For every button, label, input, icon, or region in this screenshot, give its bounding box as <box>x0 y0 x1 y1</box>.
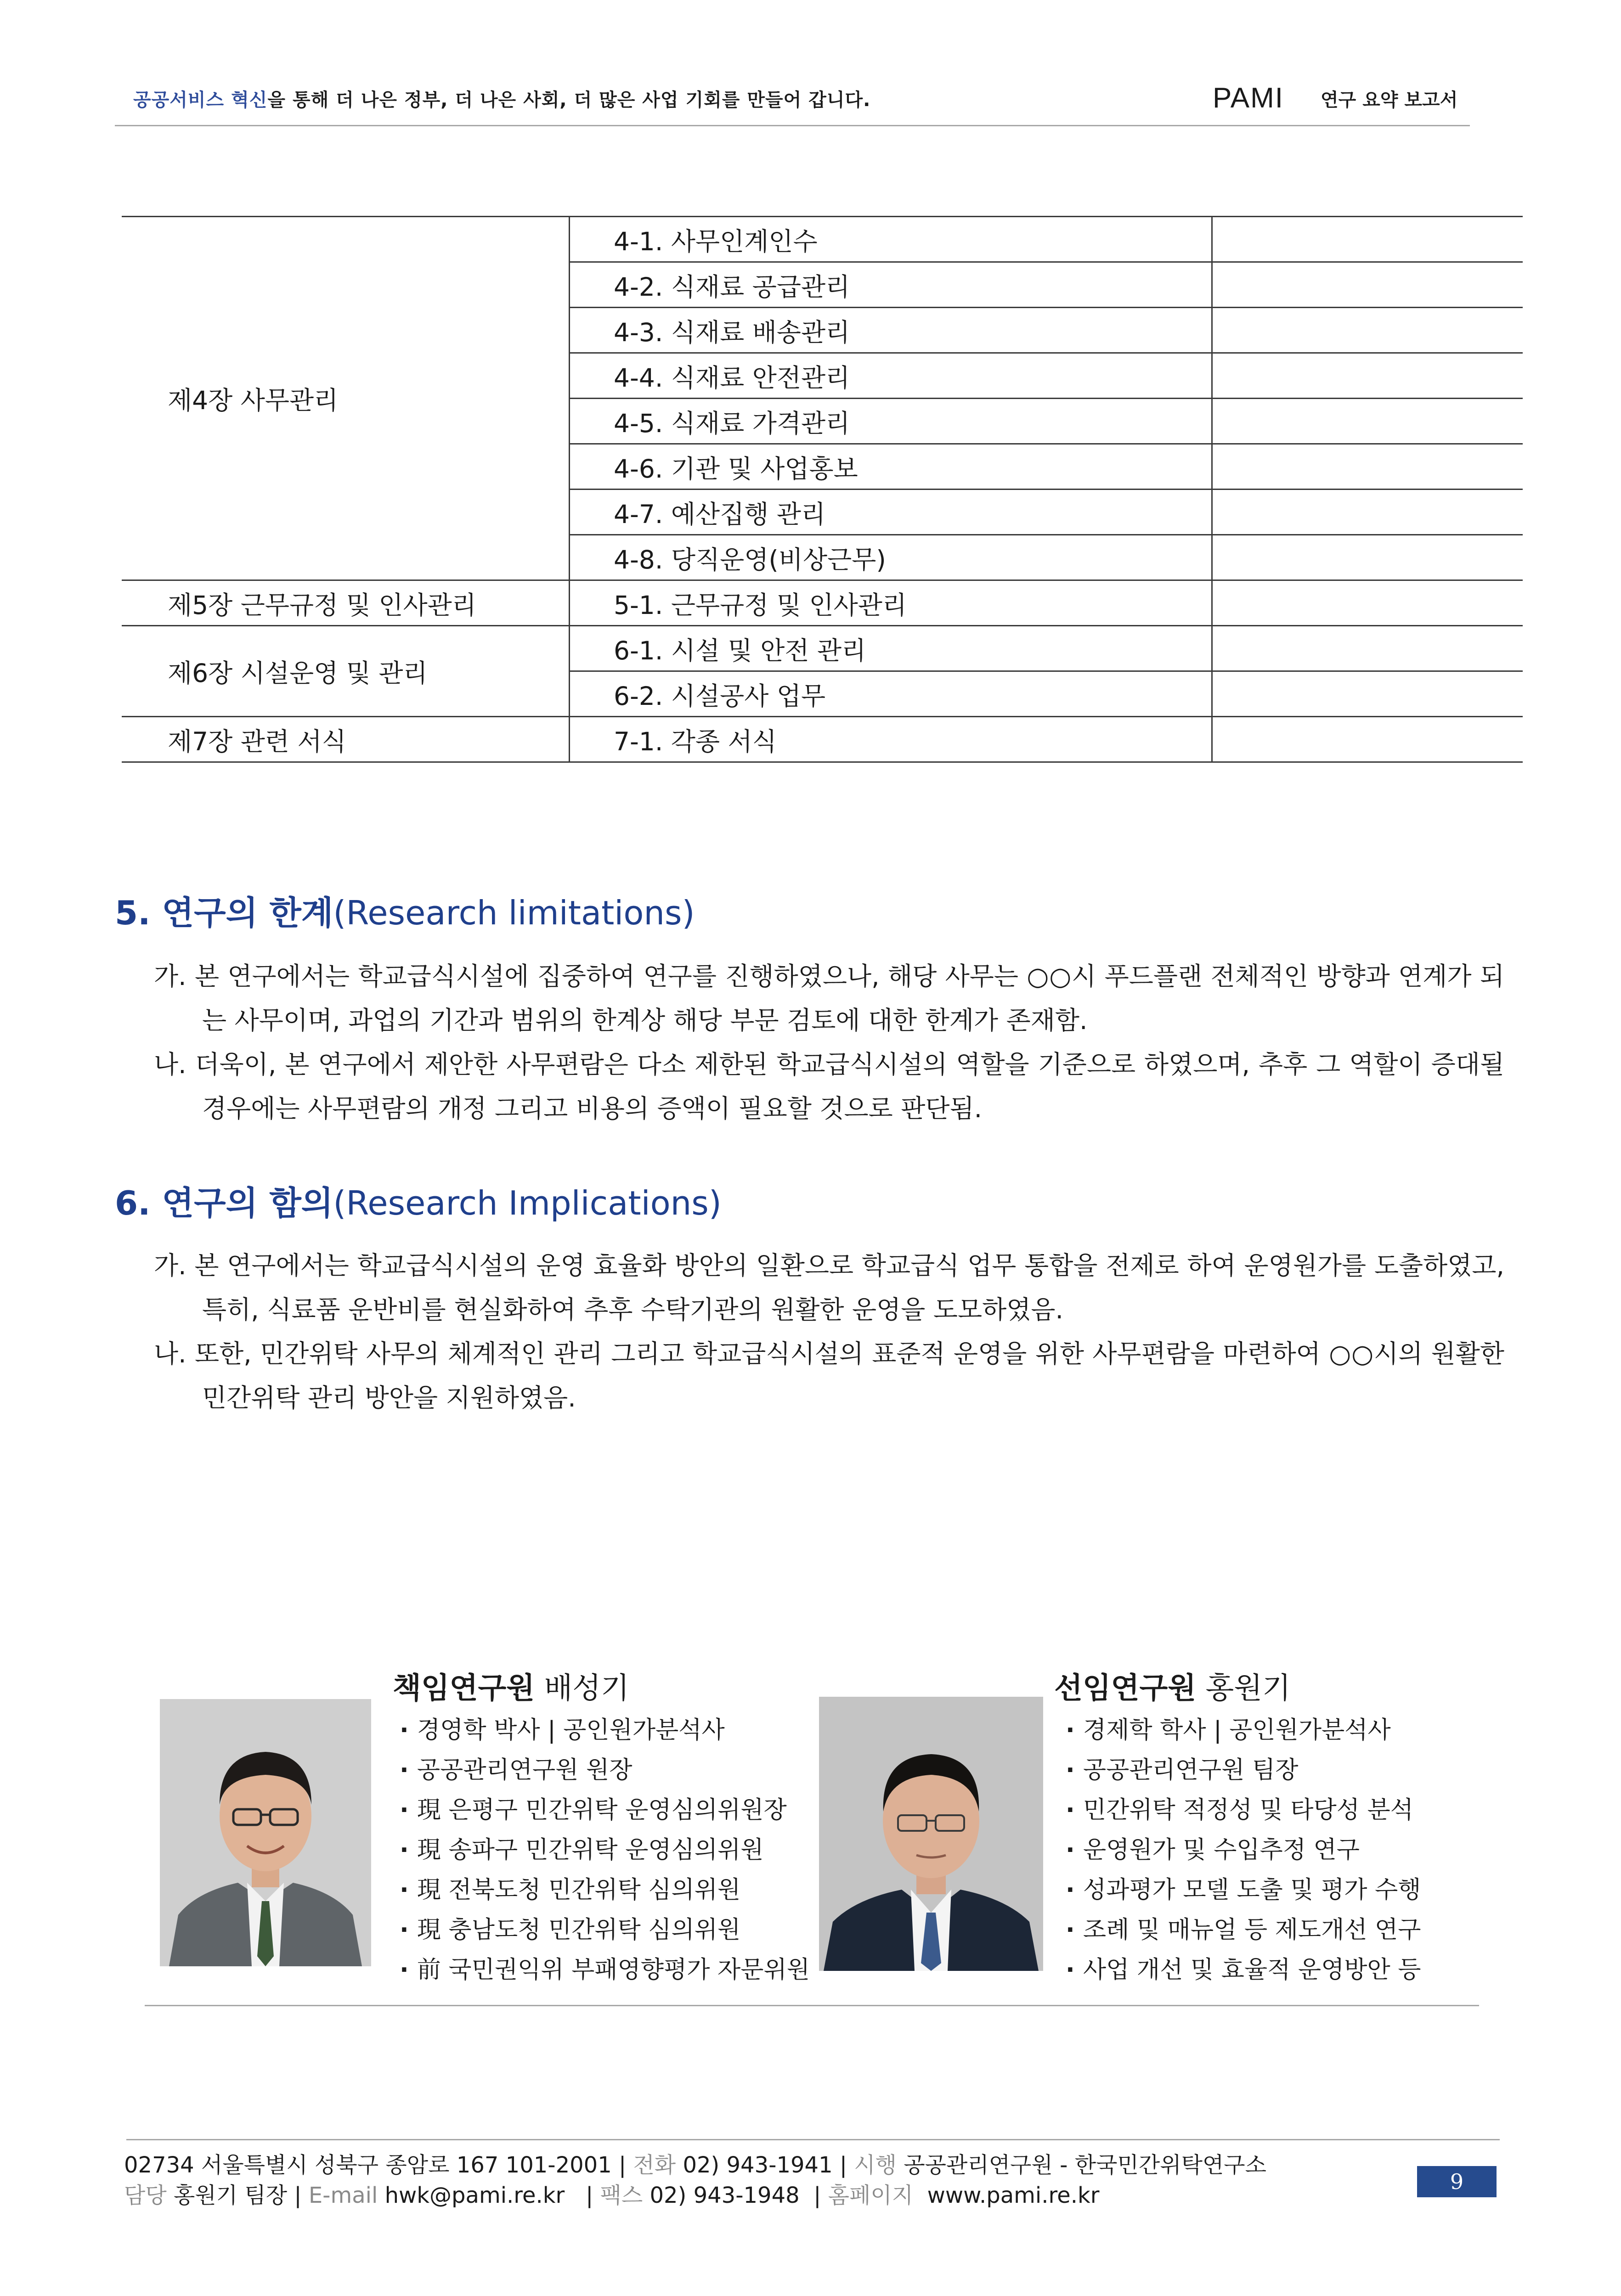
section-cell: 4-3. 식재료 배송관리 <box>570 308 1212 353</box>
chapter-cell: 제7장 관련 서식 <box>122 717 570 762</box>
section-cell: 4-7. 예산집행 관리 <box>570 490 1212 535</box>
empty-cell <box>1212 353 1523 399</box>
credential-item: · 공공관리연구원 팀장 <box>1066 1750 1421 1790</box>
section5-number: 5. 연구의 한계 <box>115 894 333 932</box>
header-tagline-rest: 을 통해 더 나은 정부, 더 나은 사회, 더 많은 사업 기회를 만들어 갑니다. <box>267 90 871 111</box>
section-cell: 5-1. 근무규정 및 인사관리 <box>570 580 1212 626</box>
header-tagline <box>133 85 870 112</box>
section-cell: 6-1. 시설 및 안전 관리 <box>570 626 1212 671</box>
section-cell: 4-2. 식재료 공급관리 <box>570 262 1212 308</box>
credential-item: · 現 은평구 민간위탁 운영심의위원장 <box>400 1790 810 1830</box>
researcher-2-credentials <box>1066 1711 1421 1990</box>
empty-cell <box>1212 535 1523 580</box>
credential-item: · 경영학 박사 | 공인원가분석사 <box>400 1711 810 1750</box>
footer-web[interactable]: www.pami.re.kr <box>927 2183 1100 2208</box>
footer-line-2: 담당 홍원기 팀장 | E-mail hwk@pami.re.kr | 팩스 02) 943-1948 | 홈페이지 www.pami.re.kr <box>124 2183 1100 2208</box>
researcher-2-name: 홍원기 <box>1205 1671 1291 1705</box>
section6-title: (Research Implications) <box>333 1184 722 1222</box>
section5-item-2: 나. 더욱이, 본 연구에서 제안한 사무편람은 다소 제한된 학교급식시설의 역할을 기준으로 하였으며, 추후 그 역할이 증대될 경우에는 사무편람의 개정 그리고 비용의 증액이 필요할 것으로 판단됨. <box>154 1050 1504 1123</box>
section6-heading <box>115 1176 722 1224</box>
researcher-1-title <box>393 1665 629 1707</box>
credential-item: · 사업 개선 및 효율적 운영방안 등 <box>1066 1950 1421 1990</box>
footer-email-label: E-mail <box>308 2183 378 2208</box>
footer-phone: 02) 943-1941 <box>683 2152 833 2178</box>
footer-web-label: 홈페이지 <box>828 2183 914 2208</box>
credential-item: · 前 국민권익위 부패영향평가 자문위원 <box>400 1950 810 1990</box>
researcher-2-photo <box>819 1697 1043 1971</box>
footer-fax: 02) 943-1948 <box>650 2183 800 2208</box>
table-row <box>122 217 1523 262</box>
section5-heading <box>115 886 695 934</box>
empty-cell <box>1212 626 1523 671</box>
credential-item: · 공공관리연구원 원장 <box>400 1750 810 1790</box>
chapter-cell: 제5장 근무규정 및 인사관리 <box>122 580 570 626</box>
contents-table <box>122 216 1523 763</box>
footer-email[interactable]: hwk@pami.re.kr <box>384 2183 565 2208</box>
footer-line-1: 02734 서울특별시 성북구 종암로 167 101-2001 | 전화 02) 943-1941 | 시행 공공관리연구원 - 한국민간위탁연구소 <box>124 2152 1267 2178</box>
empty-cell <box>1212 262 1523 308</box>
section-cell: 4-4. 식재료 안전관리 <box>570 353 1212 399</box>
section5-title: (Research limitations) <box>333 894 695 932</box>
researcher-1-name: 배성기 <box>544 1671 629 1705</box>
header-divider <box>115 125 1470 126</box>
credential-item: · 現 송파구 민간위탁 운영심의위원 <box>400 1830 810 1870</box>
section6-item-1: 가. 본 연구에서는 학교급식시설의 운영 효율화 방안의 일환으로 학교급식 업무 통합을 전제로 하여 운영원가를 도출하였고, 특히, 식료품 운반비를 현실화하여 추후 수탁기관의 원활한 운영을 도모하였음. <box>154 1251 1504 1324</box>
section-cell: 4-1. 사무인계인수 <box>570 217 1212 262</box>
header-brand: PAMI <box>1213 82 1284 114</box>
credential-item: · 조례 및 매뉴얼 등 제도개선 연구 <box>1066 1910 1421 1950</box>
footer-org-label: 시행 <box>854 2152 897 2178</box>
page-number: 9 <box>1417 2166 1497 2197</box>
section5-item-1: 가. 본 연구에서는 학교급식시설에 집중하여 연구를 진행하였으나, 해당 사무는 ○○시 푸드플랜 전체적인 방향과 연계가 되는 사무이며, 과업의 기간과 범위의 한계상 해당 부문 검토에 대한 한계가 존재함. <box>154 962 1504 1035</box>
empty-cell <box>1212 308 1523 353</box>
credential-item: · 민간위탁 적정성 및 타당성 분석 <box>1066 1790 1421 1830</box>
empty-cell <box>1212 399 1523 444</box>
chapter-cell: 제6장 시설운영 및 관리 <box>122 626 570 717</box>
chapter-cell: 제4장 사무관리 <box>122 217 570 580</box>
section-cell: 6-2. 시설공사 업무 <box>570 671 1212 717</box>
footer-phone-label: 전화 <box>633 2152 676 2178</box>
researcher-1-credentials <box>400 1711 810 1990</box>
section6-number: 6. 연구의 함의 <box>115 1184 333 1222</box>
empty-cell <box>1212 444 1523 490</box>
empty-cell <box>1212 671 1523 717</box>
researcher-1-photo <box>160 1699 371 1966</box>
footer-contact: 홍원기 팀장 <box>174 2183 288 2208</box>
empty-cell <box>1212 717 1523 762</box>
credential-item: · 운영원가 및 수입추정 연구 <box>1066 1830 1421 1870</box>
table-row <box>122 626 1523 671</box>
section-cell: 4-6. 기관 및 사업홍보 <box>570 444 1212 490</box>
credential-item: · 現 충남도청 민간위탁 심의위원 <box>400 1910 810 1950</box>
empty-cell <box>1212 490 1523 535</box>
footer-divider <box>126 2139 1500 2140</box>
header-tagline-accent: 공공서비스 혁신 <box>133 90 268 111</box>
empty-cell <box>1212 580 1523 626</box>
header-doc-type: 연구 요약 보고서 <box>1321 90 1458 111</box>
section-cell: 7-1. 각종 서식 <box>570 717 1212 762</box>
footer-address: 02734 서울특별시 성북구 종암로 167 101-2001 <box>124 2152 612 2178</box>
credential-item: · 現 전북도청 민간위탁 심의위원 <box>400 1870 810 1910</box>
researchers-divider <box>145 2005 1479 2006</box>
table-row <box>122 580 1523 626</box>
section-cell: 4-8. 당직운영(비상근무) <box>570 535 1212 580</box>
footer-org: 공공관리연구원 - 한국민간위탁연구소 <box>904 2152 1267 2178</box>
researcher-2-role: 선임연구원 <box>1054 1671 1197 1705</box>
section-cell: 4-5. 식재료 가격관리 <box>570 399 1212 444</box>
table-row <box>122 717 1523 762</box>
section6-item-2: 나. 또한, 민간위탁 사무의 체계적인 관리 그리고 학교급식시설의 표준적 운영을 위한 사무편람을 마련하여 ○○시의 원활한 민간위탁 관리 방안을 지원하였음. <box>154 1339 1504 1412</box>
footer-contact-label: 담당 <box>124 2183 167 2208</box>
credential-item: · 경제학 학사 | 공인원가분석사 <box>1066 1711 1421 1750</box>
researcher-2-title <box>1054 1665 1291 1707</box>
footer-fax-label: 팩스 <box>600 2183 643 2208</box>
credential-item: · 성과평가 모델 도출 및 평가 수행 <box>1066 1870 1421 1910</box>
researcher-1-role: 책임연구원 <box>393 1671 535 1705</box>
empty-cell <box>1212 217 1523 262</box>
